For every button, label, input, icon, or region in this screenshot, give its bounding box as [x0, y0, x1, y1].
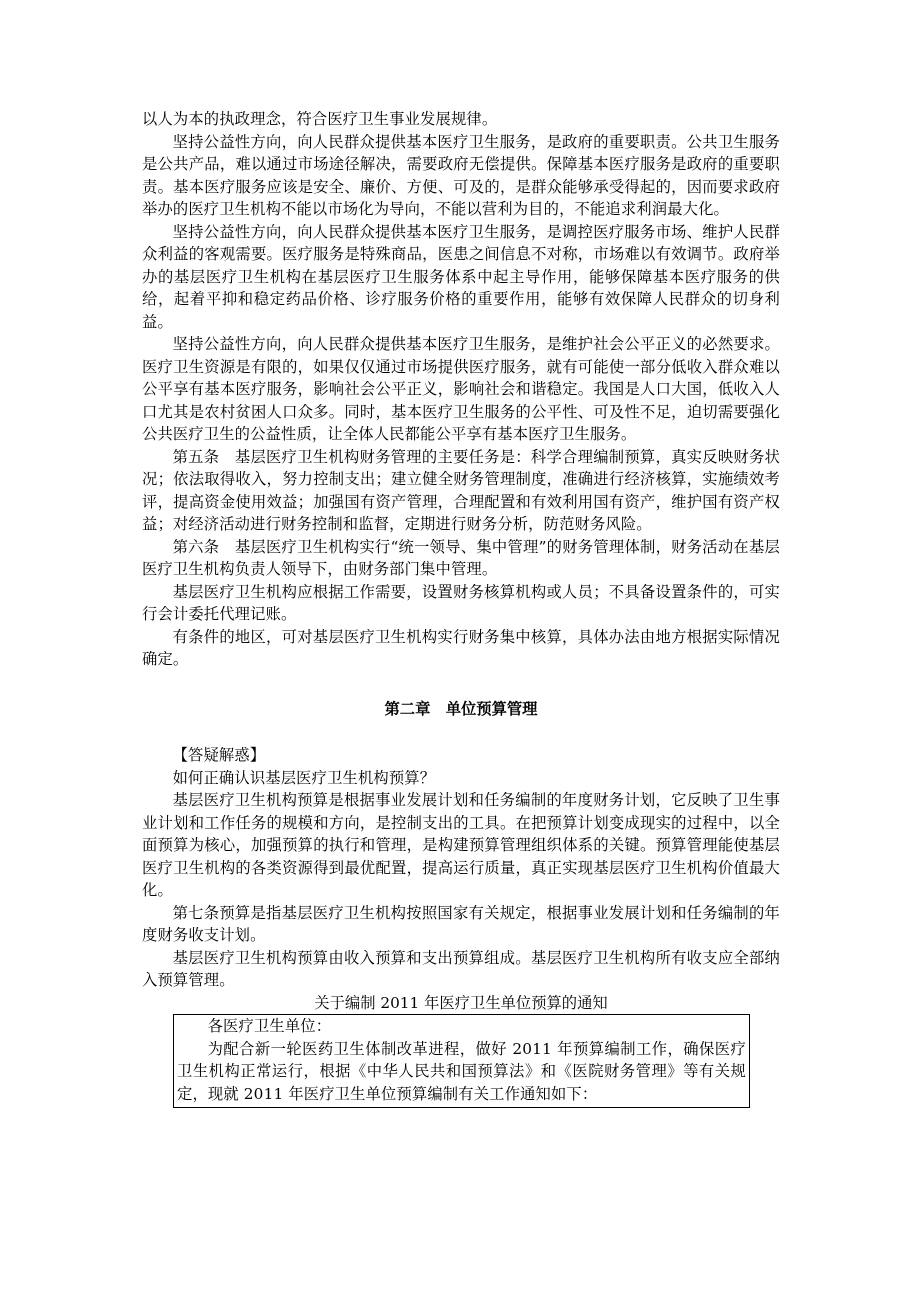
- article-5-paragraph: 第五条 基层医疗卫生机构财务管理的主要任务是：科学合理编制预算，真实反映财务状况；依法取得收入，努力控制支出；建立健全财务管理制度，准确进行经济核算，实施绩效考评，提高资金使用效益；加强国有资产管理，合理配置和有效利用国有资产，维护国有资产权益；对经济活动进行财务控制和监督，定期进行财务分析，防范财务风险。: [142, 447, 780, 533]
- paragraph: 坚持公益性方向，向人民群众提供基本医疗卫生服务，是政府的重要职责。公共卫生服务是公共产品，难以通过市场途径解决，需要政府无偿提供。保障基本医疗服务是政府的重要职责。基本医疗服务应该是安全、廉价、方便、可及的，是群众能够承受得起的，因而要求政府举办的医疗卫生机构不能以市场化为导向，不能以营利为目的，不能追求利润最大化。: [142, 132, 780, 218]
- notice-box: [173, 1014, 750, 1108]
- document-page: [142, 108, 780, 1108]
- article-6-paragraph: 第六条 基层医疗卫生机构实行“统一领导、集中管理”的财务管理体制，财务活动在基层医疗卫生机构负责人领导下，由财务部门集中管理。: [142, 537, 780, 578]
- paragraph: 基层医疗卫生机构预算由收入预算和支出预算组成。基层医疗卫生机构所有收支应全部纳入预算管理。: [142, 948, 780, 989]
- paragraph: 基层医疗卫生机构应根据工作需要，设置财务核算机构或人员；不具备设置条件的，可实行会计委托代理记账。: [142, 582, 780, 623]
- paragraph: 以人为本的执政理念，符合医疗卫生事业发展规律。: [142, 110, 498, 128]
- chapter-title: 第二章 单位预算管理: [384, 699, 538, 718]
- article-7-paragraph: 第七条预算是指基层医疗卫生机构按照国家有关规定，根据事业发展计划和任务编制的年度财务收支计划。: [142, 903, 780, 944]
- notice-salutation: 各医疗卫生单位：: [207, 1017, 332, 1035]
- notice-body: 为配合新一轮医药卫生体制改革进程，做好 2011 年预算编制工作，确保医疗卫生机构正常运行，根据《中华人民共和国预算法》和《医院财务管理》等有关规定，现就 2011 年医疗卫生单位预算编制有关工作通知如下：: [177, 1039, 746, 1103]
- qa-heading: 【答疑解惑】: [172, 746, 266, 764]
- paragraph: 坚持公益性方向，向人民群众提供基本医疗卫生服务，是维护社会公平正义的必然要求。医疗卫生资源是有限的，如果仅仅通过市场提供医疗服务，就有可能使一部分低收入群众难以公平享有基本医疗服务，影响社会公平正义，影响社会和谐稳定。我国是人口大国，低收入人口尤其是农村贫困人口众多。同时，基本医疗卫生服务的公平性、可及性不足，迫切需要强化公共医疗卫生的公益性质，让全体人民都能公平享有基本医疗卫生服务。: [142, 335, 780, 443]
- paragraph: 有条件的地区，可对基层医疗卫生机构实行财务集中核算，具体办法由地方根据实际情况确定。: [142, 627, 780, 668]
- notice-title: 关于编制 2011 年医疗卫生单位预算的通知: [314, 993, 608, 1012]
- qa-answer: 基层医疗卫生机构预算是根据事业发展计划和任务编制的年度财务计划，它反映了卫生事业计划和工作任务的规模和方向，是控制支出的工具。在把预算计划变成现实的过程中，以全面预算为核心，加强预算的执行和管理，是构建预算管理组织体系的关键。预算管理能使基层医疗卫生机构的各类资源得到最优配置，提高运行质量，真正实现基层医疗卫生机构价值最大化。: [142, 791, 780, 899]
- qa-question: 如何正确认识基层医疗卫生机构预算？: [172, 768, 436, 787]
- paragraph: 坚持公益性方向，向人民群众提供基本医疗卫生服务，是调控医疗服务市场、维护人民群众利益的客观需要。医疗服务是特殊商品，医患之间信息不对称，市场难以有效调节。政府举办的基层医疗卫生机构在基层医疗卫生服务体系中起主导作用，能够保障基本医疗服务的供给，起着平抑和稳定药品价格、诊疗服务价格的重要作用，能够有效保障人民群众的切身利益。: [142, 222, 780, 331]
